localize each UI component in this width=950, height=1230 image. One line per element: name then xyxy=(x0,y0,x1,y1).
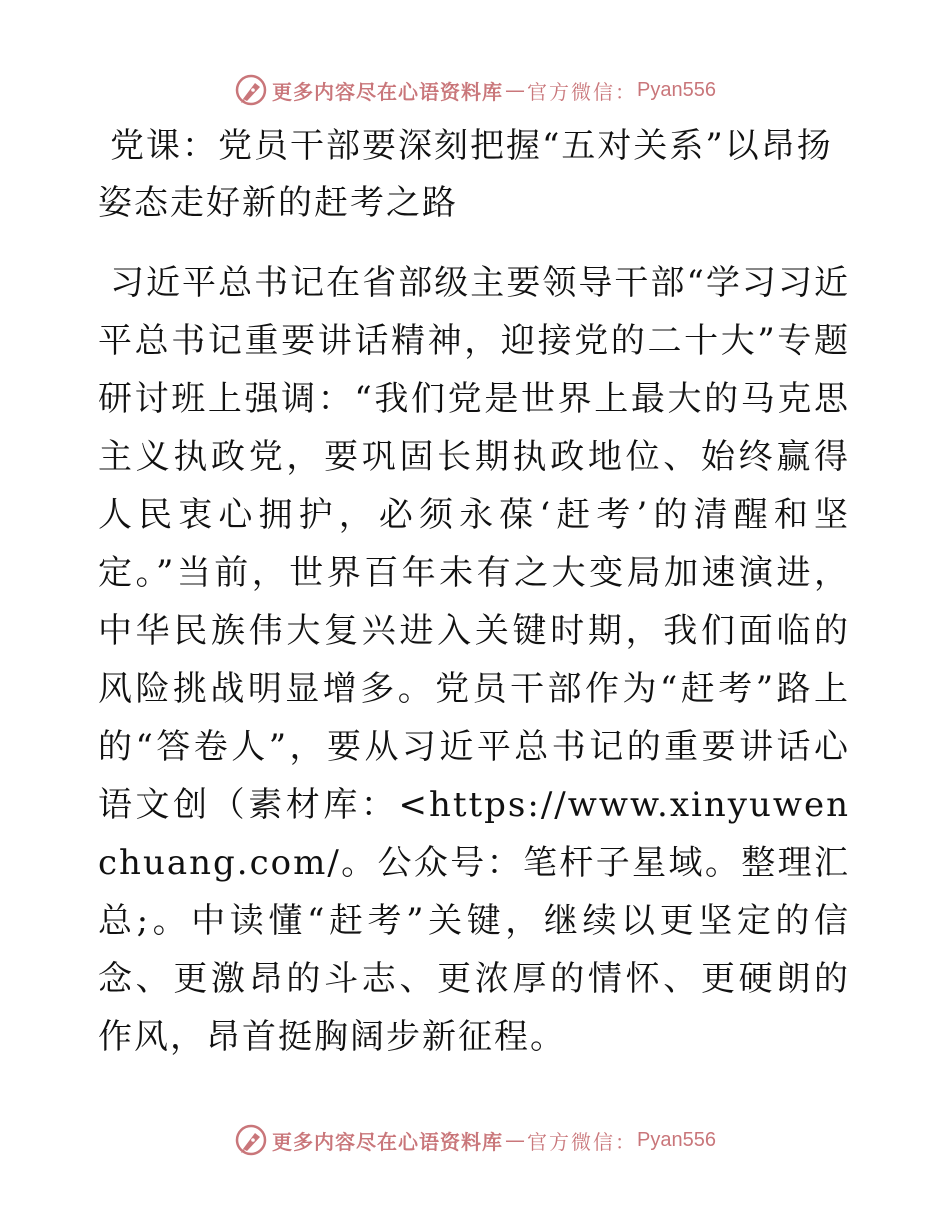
banner-wechat-id: Pyan556 xyxy=(637,78,716,101)
document-body-paragraph: 习近平总书记在省部级主要领导干部“学习习近平总书记重要讲话精神，迎接党的二十大”专题研讨班上强调：“我们党是世界上最大的马克思主义执政党，要巩固长期执政地位、始终赢得人民衷心拥护，必须永葆‘赶考’的清醒和坚定。”当前，世界百年未有之大变局加速演进，中华民族伟大复兴进入关键时期，我们面临的风险挑战明显增多。党员干部作为“赶考”路上的“答卷人”，要从习近平总书记的重要讲话心语文创（素材库：<https://www.xinyuwenchuang.com/。公众号：笔杆子星域。整理汇总;。中读懂“赶考”关键，继续以更坚定的信念、更激昂的斗志、更浓厚的情怀、更硬朗的作风，昂首挺胸阔步新征程。 xyxy=(98,263,850,1057)
banner-site-text: 更多内容尽在心语资料库 xyxy=(272,79,504,104)
document-title: 党课：党员干部要深刻把握“五对关系”以昂扬姿态走好新的赶考之路 xyxy=(98,126,833,223)
banner-dash: — xyxy=(505,78,526,102)
banner-site-text: 更多内容尽在心语资料库 xyxy=(272,1129,504,1154)
banner-official-label: 官方微信： xyxy=(527,79,638,104)
banner-dash: — xyxy=(505,1128,526,1152)
banner-wechat-id: Pyan556 xyxy=(637,1128,716,1151)
footer-watermark-banner xyxy=(0,1120,950,1160)
document-content xyxy=(98,118,850,1066)
pen-nib-logo-icon xyxy=(234,1123,268,1157)
pen-nib-logo-icon xyxy=(234,73,268,107)
header-watermark-banner xyxy=(0,70,950,110)
banner-official-label: 官方微信： xyxy=(527,1129,638,1154)
